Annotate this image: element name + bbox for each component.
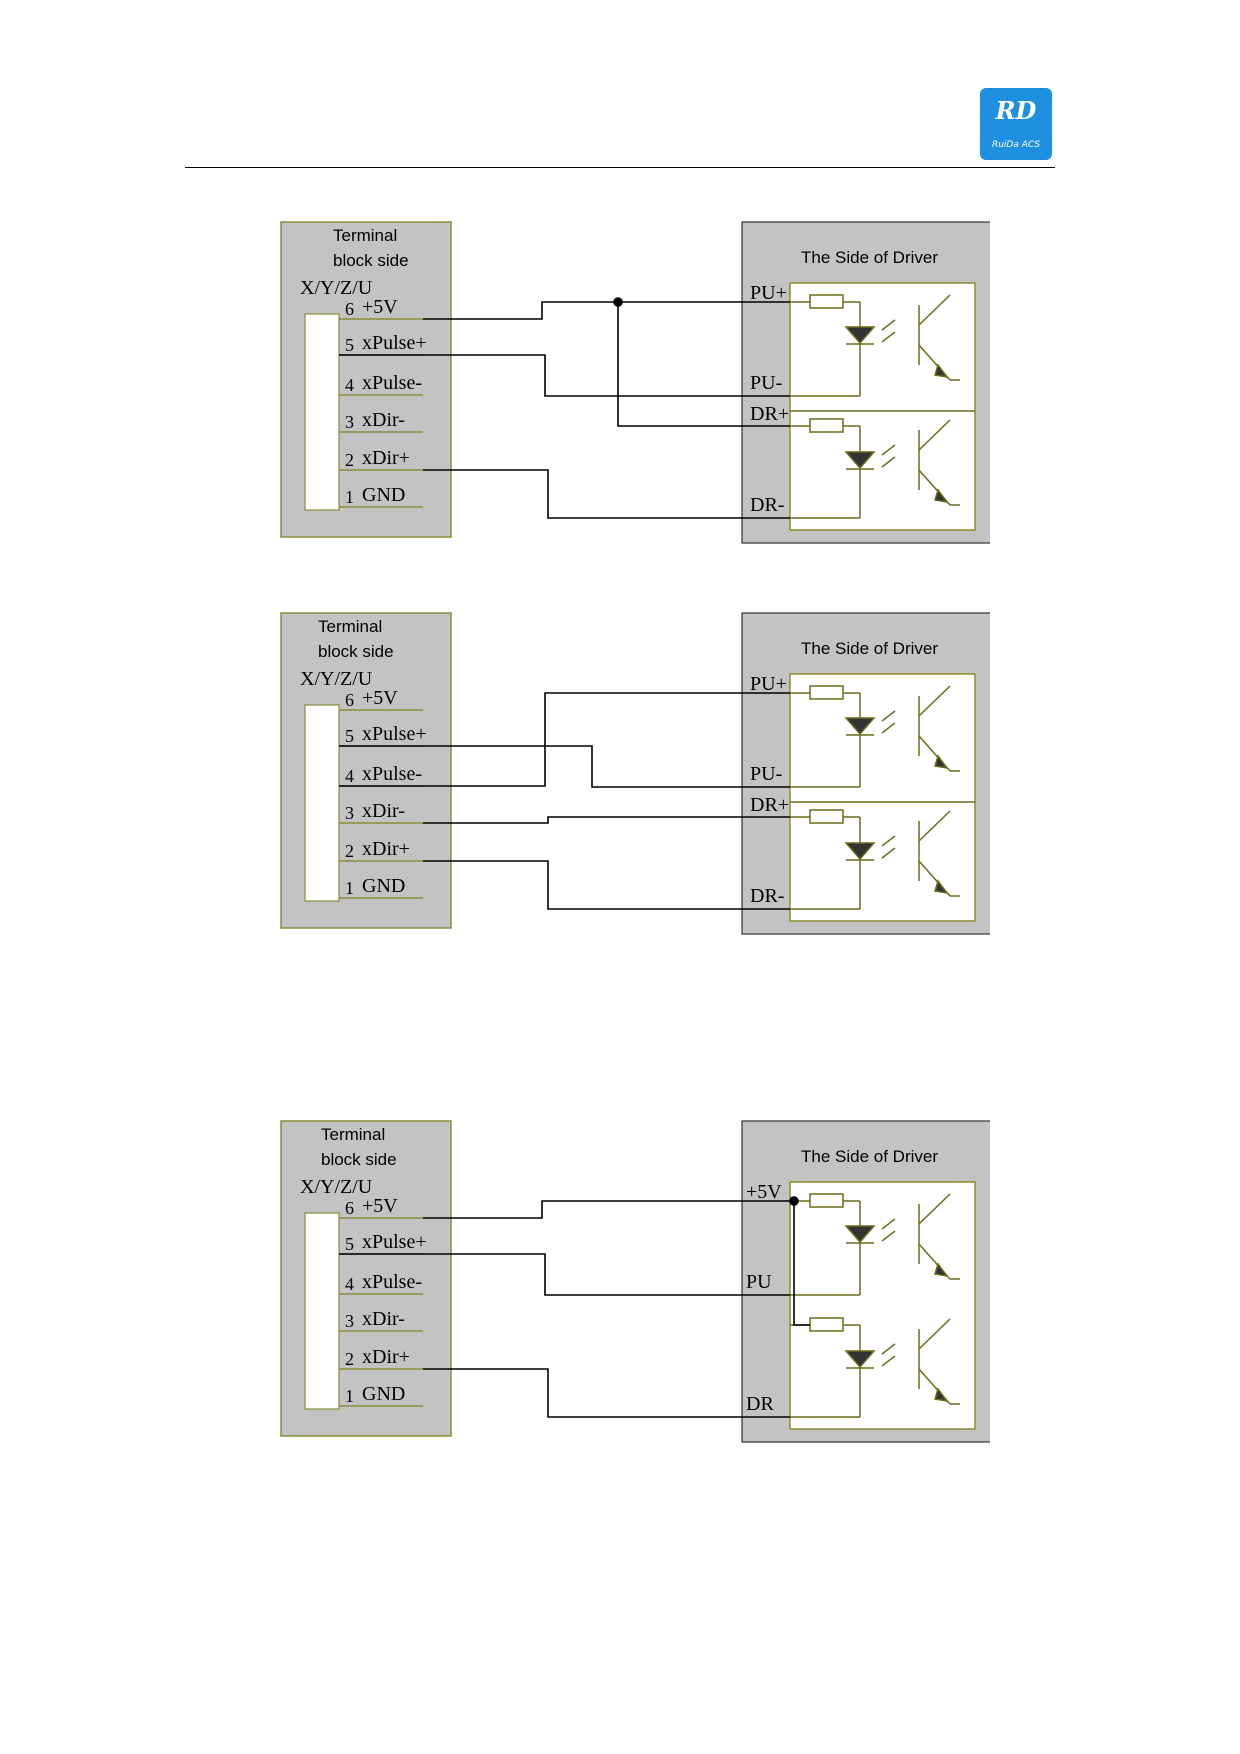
pin-label: xDir+ bbox=[362, 447, 410, 469]
driver-pin-label: PU+ bbox=[750, 282, 787, 304]
pin-number: 5 bbox=[345, 1234, 354, 1254]
terminal-title-line1: Terminal bbox=[333, 226, 398, 245]
driver-pin-label: PU+ bbox=[750, 673, 787, 695]
axis-label: X/Y/Z/U bbox=[300, 1176, 373, 1198]
driver-pin-label: DR bbox=[746, 1393, 774, 1415]
driver-pin-label: PU- bbox=[750, 372, 783, 394]
pin-label: xPulse- bbox=[362, 372, 422, 394]
wiring-diagram-3 bbox=[270, 1114, 990, 1444]
driver-title: The Side of Driver bbox=[801, 639, 938, 658]
logo-subtitle: RuiDa ACS bbox=[991, 140, 1041, 150]
pin-label: xDir+ bbox=[362, 838, 410, 860]
terminal-title-line2: block side bbox=[321, 1150, 397, 1169]
driver-pin-label: DR+ bbox=[750, 794, 790, 816]
driver-pin-label: PU bbox=[746, 1271, 772, 1293]
driver-pin-label: DR- bbox=[750, 885, 785, 907]
pin-label: GND bbox=[362, 484, 406, 506]
logo-mark: RD bbox=[995, 96, 1037, 125]
pin-number: 1 bbox=[345, 487, 354, 507]
pin-label: +5V bbox=[362, 296, 398, 318]
pin-number: 4 bbox=[345, 1274, 354, 1294]
pin-label: xDir- bbox=[362, 1308, 405, 1330]
terminal-title-line2: block side bbox=[318, 642, 394, 661]
pin-number: 2 bbox=[345, 450, 354, 470]
pin-label: +5V bbox=[362, 687, 398, 709]
pin-label: GND bbox=[362, 875, 406, 897]
pin-label: xPulse+ bbox=[362, 723, 427, 745]
driver-pin-label: +5V bbox=[746, 1181, 782, 1203]
ruida-logo bbox=[980, 88, 1052, 160]
pin-label: xPulse- bbox=[362, 1271, 422, 1293]
pin-number: 5 bbox=[345, 726, 354, 746]
pin-number: 4 bbox=[345, 766, 354, 786]
pin-number: 6 bbox=[345, 299, 354, 319]
pin-number: 2 bbox=[345, 1349, 354, 1369]
pin-number: 3 bbox=[345, 803, 354, 823]
axis-label: X/Y/Z/U bbox=[300, 277, 373, 299]
driver-block bbox=[742, 1121, 990, 1442]
driver-pin-label: PU- bbox=[750, 763, 783, 785]
pin-label: xDir+ bbox=[362, 1346, 410, 1368]
driver-title: The Side of Driver bbox=[801, 1147, 938, 1166]
pin-number: 3 bbox=[345, 412, 354, 432]
header-rule bbox=[185, 167, 1055, 168]
pin-label: +5V bbox=[362, 1195, 398, 1217]
pin-number: 6 bbox=[345, 1198, 354, 1218]
terminal-title-line1: Terminal bbox=[321, 1125, 386, 1144]
pin-number: 3 bbox=[345, 1311, 354, 1331]
pin-label: xPulse- bbox=[362, 763, 422, 785]
wiring-diagram-1 bbox=[270, 215, 990, 545]
wiring-diagram-2 bbox=[270, 606, 990, 936]
driver-pin-label: DR- bbox=[750, 494, 785, 516]
pin-label: xPulse+ bbox=[362, 332, 427, 354]
pin-label: xDir- bbox=[362, 409, 405, 431]
pin-number: 4 bbox=[345, 375, 354, 395]
driver-pin-label: DR+ bbox=[750, 403, 790, 425]
pin-number: 5 bbox=[345, 335, 354, 355]
driver-title: The Side of Driver bbox=[801, 248, 938, 267]
axis-label: X/Y/Z/U bbox=[300, 668, 373, 690]
pin-label: GND bbox=[362, 1383, 406, 1405]
pin-label: xPulse+ bbox=[362, 1231, 427, 1253]
pin-number: 2 bbox=[345, 841, 354, 861]
terminal-title-line1: Terminal bbox=[318, 617, 383, 636]
pin-label: xDir- bbox=[362, 800, 405, 822]
terminal-title-line2: block side bbox=[333, 251, 409, 270]
pin-number: 1 bbox=[345, 878, 354, 898]
pin-number: 1 bbox=[345, 1386, 354, 1406]
pin-number: 6 bbox=[345, 690, 354, 710]
